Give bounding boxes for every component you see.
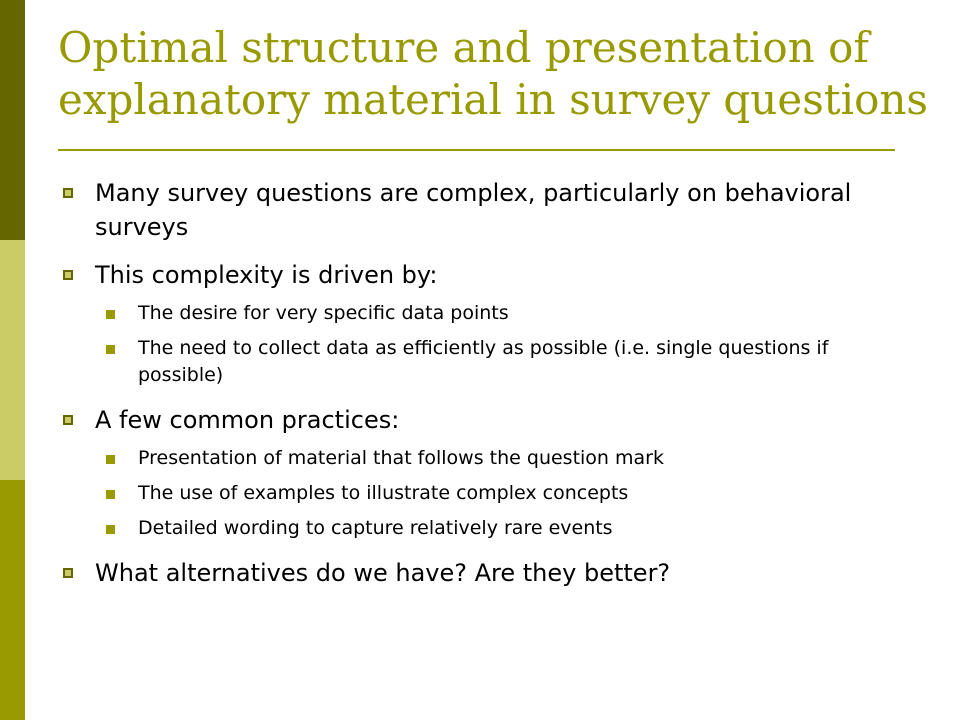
- side-bar-top: [0, 0, 25, 240]
- sub-bullet-detailed-wording: [58, 515, 908, 542]
- title-underline: [58, 149, 895, 151]
- sub-bullet-text: The use of examples to illustrate complex concepts: [138, 482, 629, 504]
- small-square-bullet-icon: [106, 490, 115, 499]
- bullet-text: What alternatives do we have? Are they better?: [95, 559, 671, 587]
- sub-bullet-specific-data: [58, 300, 908, 327]
- bullet-common-practices: [58, 403, 908, 437]
- sub-bullet-question-mark: [58, 445, 908, 472]
- slide-title: Optimal structure and presentation of explanatory material in survey questions: [58, 23, 928, 124]
- sub-bullet-efficiency: [58, 335, 908, 389]
- bullet-alternatives: [58, 556, 908, 590]
- bullet-text: A few common practices:: [95, 406, 400, 434]
- bullet-text: Many survey questions are complex, particularly on behavioral surveys: [95, 179, 852, 241]
- square-bullet-icon: [63, 270, 73, 280]
- sub-bullet-text: Presentation of material that follows the question mark: [138, 447, 664, 469]
- sub-bullet-text: The desire for very specific data points: [138, 302, 509, 324]
- bullet-text: This complexity is driven by:: [95, 261, 438, 289]
- sub-bullet-examples: [58, 480, 908, 507]
- square-bullet-icon: [63, 188, 73, 198]
- bullet-complex-questions: [58, 176, 908, 244]
- square-bullet-icon: [63, 415, 73, 425]
- side-bar-middle: [0, 240, 25, 480]
- sub-bullet-text: Detailed wording to capture relatively rare events: [138, 517, 613, 539]
- slide-content: [58, 176, 908, 590]
- sub-bullet-text: The need to collect data as efficiently as possible (i.e. single questions if possible): [138, 337, 829, 386]
- bullet-complexity-drivers: [58, 258, 908, 292]
- side-bar-bottom: [0, 480, 25, 720]
- square-bullet-icon: [63, 568, 73, 578]
- small-square-bullet-icon: [106, 310, 115, 319]
- small-square-bullet-icon: [106, 345, 115, 354]
- small-square-bullet-icon: [106, 525, 115, 534]
- small-square-bullet-icon: [106, 455, 115, 464]
